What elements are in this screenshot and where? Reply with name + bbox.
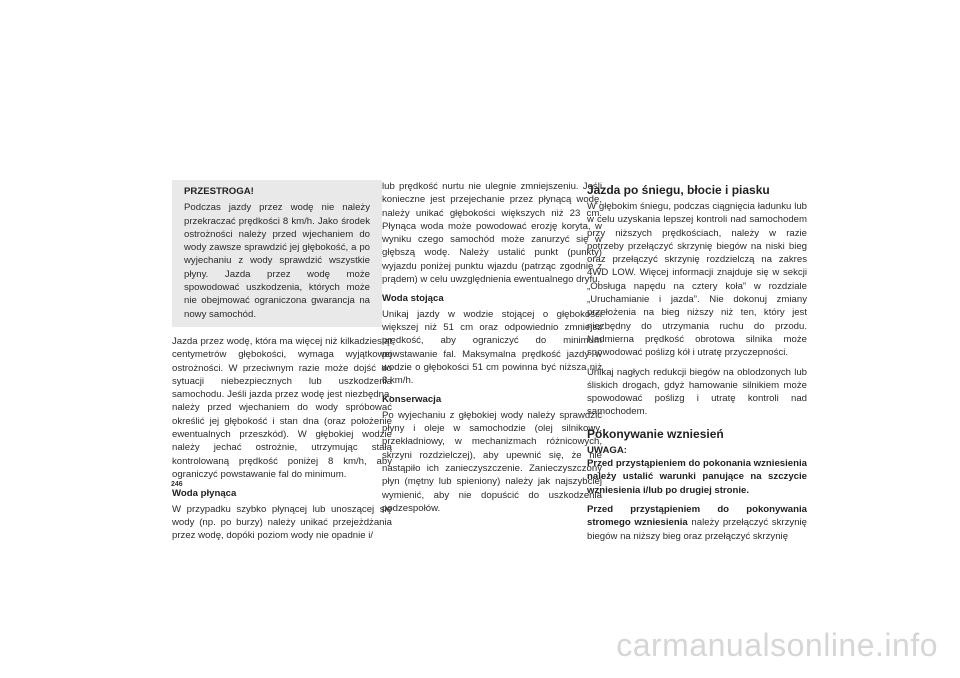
maintenance-text: Po wyjechaniu z głębokiej wody należy sprawdzić płyny i oleje w samochodzie (olej silnikowy, przekładniowy, w mechanizmach różnicowych, skrzyni rozdzielczej), aby upewnić się, że nie nastąpiło ich zanieczyszczenie. Zanieczyszczony płyn (mętny lub spieniony) należy jak najszybciej wymienić, aby nie dopuścić do uszkodzenia podzespołów. xyxy=(382,409,602,514)
flowing-water-text: W przypadku szybko płynącej lub unoszącej się wody (np. po burzy) należy unikać przejeżdżania przez wodę, dopóki poziom wody nie opadnie i/ xyxy=(172,503,392,542)
note-text: Przed przystąpieniem do pokonania wzniesienia należy ustalić warunki panujące na szczycie wzniesienia i/lub po drugiej stronie. xyxy=(587,458,807,496)
standing-water-heading: Woda stojąca xyxy=(382,293,444,305)
flowing-water-heading: Woda płynąca xyxy=(172,488,237,500)
hill-climbing-heading: Pokonywanie wzniesień xyxy=(587,426,724,441)
column-middle xyxy=(382,180,602,521)
warning-text: Podczas jazdy przez wodę nie należy przekraczać prędkości 8 km/h. Jako środek ostrożności należy przed wjechaniem do wody zawsze sprawdzić jej głębokość, a po wyjechaniu z wody sprawdzić wszystkie płyny. Jazda przez wodę może spowodować uszkodzenia, których może nie obejmować ograniczona gwarancja na nowy samochód. xyxy=(184,202,370,320)
column-right xyxy=(587,183,807,549)
warning-box xyxy=(172,180,382,327)
steep-climb-bold: Przed przystąpieniem do pokonywania stromego wzniesienia xyxy=(587,503,807,529)
page-number: 246 xyxy=(171,481,183,488)
steep-climb-text: należy przełączyć skrzynię biegów na niższy bieg oraz przełączyć skrzynię xyxy=(587,517,807,542)
snow-paragraph-2: Unikaj nagłych redukcji biegów na oblodzonych lub śliskich drogach, gdyż hamowanie silnikiem może spowodować poślizg i utratę kontroli nad samochodem. xyxy=(587,366,807,418)
watermark: carmanualsonline.info xyxy=(616,627,938,663)
steep-climb-paragraph xyxy=(587,503,807,543)
flowing-water-continued: lub prędkość nurtu nie ulegnie zmniejszeniu. Jeśli konieczne jest przejechanie przez płynącą wodę, należy unikać głębokości większych niż 23 cm. Płynąca woda może powodować erozję koryta, w wyniku czego samochód może zanurzyć się w głębszą wodę. Należy ustalić punkt (punkty) wyjazdu poniżej punktu wjazdu (patrząc zgodnie z prądem) w celu uwzględnienia ewentualnego dryfu. xyxy=(382,181,602,286)
maintenance-heading: Konserwacja xyxy=(382,394,442,406)
standing-water-text: Unikaj jazdy w wodzie stojącej o głębokości większej niż 51 cm oraz odpowiednio zmniejsz prędkość, aby ograniczyć do minimum powstawanie fal. Maksymalna prędkość jazdy w wodzie o głębokości 51 cm powinna być niższa niż 8 km/h. xyxy=(382,308,602,387)
snow-mud-sand-heading: Jazda po śniegu, błocie i piasku xyxy=(587,183,770,197)
intro-paragraph: Jazda przez wodę, która ma więcej niż kilkadziesiąt centymetrów głębokości, wymaga wyjątkowej ostrożności. W przeciwnym razie może dojść do sytuacji niebezpiecznych lub uszkodzenia samochodu. Jeśli jazda przez wodę jest niezbędna, należy przed wjechaniem do wody spróbować określić jej głębokość i stan dna (oraz położenie ewentualnych przeszkód). W głębokiej wodzie należy jechać ostrożnie, utrzymując stałą kontrolowaną prędkość poniżej 8 km/h, aby ograniczyć powstawanie fal do minimum. xyxy=(172,335,392,480)
warning-title: PRZESTROGA! xyxy=(184,186,254,197)
snow-paragraph-1: W głębokim śniegu, podczas ciągnięcia ładunku lub w celu uzyskania lepszej kontroli nad samochodem przy niższych prędkościach, należy w razie potrzeby przełączyć skrzynię biegów na niski bieg oraz przełączyć skrzynię rozdzielczą na zakres 4WD LOW. Więcej informacji znajduje się w sekcji „Obsługa napędu na cztery koła” w rozdziale „Uruchamianie i jazda”. Nie dokonuj zmiany przełożenia na bieg niższy niż ten, który jest niezbędny do utrzymania ruchu do przodu. Nadmierna prędkość obrotowa silnika może spowodować poślizg kół i utratę przyczepności. xyxy=(587,201,807,359)
note-label: UWAGA: xyxy=(587,444,627,456)
column-left xyxy=(172,180,392,548)
